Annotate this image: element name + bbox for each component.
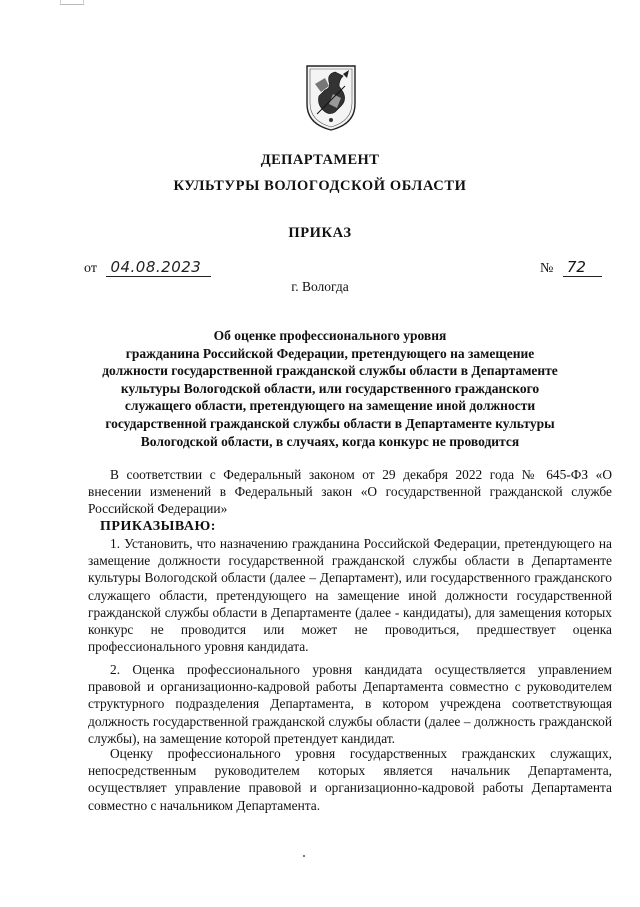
- date-row: [84, 258, 211, 277]
- subject-line: государственной гражданской службы области в Департаменте культуры: [105, 415, 555, 431]
- subject-line: должности государственной гражданской службы области в Департаменте: [102, 363, 558, 379]
- city-label: г. Вологда: [291, 279, 349, 294]
- preamble-paragraph: В соответствии с Федеральный законом от 29 декабря 2022 года № 645-ФЗ «О внесении изменений в Федеральный закон «О государственной гражданской службе Российской Федерации»: [88, 467, 612, 517]
- subject-line: гражданина Российской Федерации, претендующего на замещение: [125, 345, 535, 361]
- scan-speck: [303, 855, 305, 857]
- handwritten-date: 04.08.2023: [106, 258, 211, 277]
- department-name-line1: ДЕПАРТАМЕНТ: [260, 152, 380, 168]
- subject-line: Вологодской области, в случаях, когда конкурс не проводится: [140, 433, 520, 449]
- number-row: [540, 258, 602, 277]
- vologda-coat-of-arms-icon: [305, 64, 357, 132]
- subject-line: культуры Вологодской области, или государственного гражданского: [120, 380, 540, 396]
- subject-line: служащего области, претендующего на замещение иной должности: [124, 398, 536, 414]
- document-type-title: ПРИКАЗ: [288, 225, 352, 241]
- number-prefix: №: [540, 261, 554, 276]
- order-directive-word: ПРИКАЗЫВАЮ:: [100, 519, 216, 534]
- department-name-line2: КУЛЬТУРЫ ВОЛОГОДСКОЙ ОБЛАСТИ: [173, 178, 467, 194]
- paragraph-3: Оценку профессионального уровня государственных гражданских служащих, непосредственным руководителем которых является начальник Департамента, осуществляет управление правовой и организационно-кадровой работы Департамента совместно с начальником Департамента.: [88, 746, 612, 813]
- paragraph-1: 1. Установить, что назначению гражданина Российской Федерации, претендующего на замещение должности государственной гражданской службы области в Департаменте культуры Вологодской области (далее – Департамент), или государственного гражданского служащего области, претендующего на замещение иной должности государственной гражданской службы области в Департаменте (далее - кандидаты), для замещения которых конкурс не проводится или может не проводиться, предшествует оценка профессионального уровня кандидата.: [88, 536, 612, 655]
- order-subject-heading: [70, 327, 590, 450]
- scan-corner-mark: [60, 0, 84, 5]
- subject-line: Об оценке профессионального уровня: [213, 328, 447, 343]
- paragraph-2: 2. Оценка профессионального уровня кандидата осуществляется управлением правовой и организационно-кадровой работы Департамента совместно с руководителем структурного подразделения Департамента, в котором учреждена соответствующая должность государственной гражданской службы области (далее – должность гражданской службы), на замещение которой претендует кандидат.: [88, 662, 612, 746]
- handwritten-number: 72: [563, 258, 602, 277]
- date-prefix: от: [84, 261, 97, 276]
